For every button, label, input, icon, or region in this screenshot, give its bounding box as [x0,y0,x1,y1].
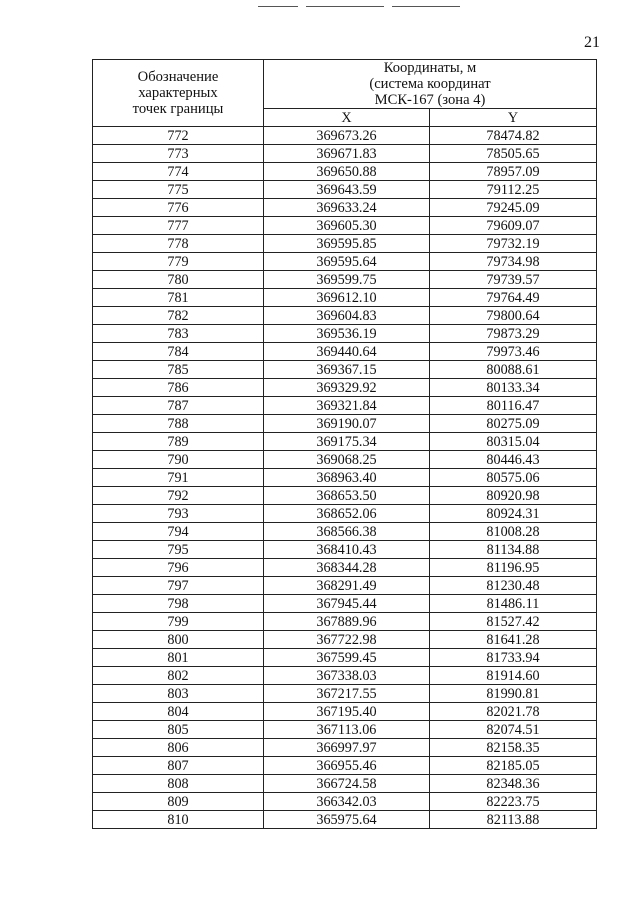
x-coordinate-cell: 369536.19 [264,325,430,343]
x-coordinate-cell: 367195.40 [264,703,430,721]
table-row [93,613,597,631]
y-coordinate-cell: 80133.34 [430,379,597,397]
y-coordinate-cell: 78505.65 [430,145,597,163]
table-row [93,631,597,649]
table-row [93,811,597,829]
point-id-cell: 805 [93,721,264,739]
point-id-cell: 785 [93,361,264,379]
table-row [93,181,597,199]
table-row [93,775,597,793]
table-row [93,649,597,667]
point-id-cell: 772 [93,127,264,145]
x-coordinate-cell: 369612.10 [264,289,430,307]
point-id-cell: 797 [93,577,264,595]
point-id-cell: 780 [93,271,264,289]
point-id-cell: 774 [93,163,264,181]
point-id-cell: 789 [93,433,264,451]
point-id-cell: 795 [93,541,264,559]
x-coordinate-cell: 369175.34 [264,433,430,451]
point-id-cell: 793 [93,505,264,523]
table-row [93,361,597,379]
y-coordinate-cell: 79245.09 [430,199,597,217]
point-id-cell: 792 [93,487,264,505]
table-row [93,739,597,757]
y-coordinate-cell: 81486.11 [430,595,597,613]
x-coordinate-cell: 366955.46 [264,757,430,775]
y-coordinate-cell: 79734.98 [430,253,597,271]
y-coordinate-cell: 79973.46 [430,343,597,361]
x-coordinate-cell: 367722.98 [264,631,430,649]
point-id-cell: 782 [93,307,264,325]
point-id-cell: 796 [93,559,264,577]
y-coordinate-cell: 80920.98 [430,487,597,505]
y-coordinate-cell: 81134.88 [430,541,597,559]
x-coordinate-cell: 365975.64 [264,811,430,829]
y-coordinate-cell: 82185.05 [430,757,597,775]
table-row [93,325,597,343]
y-coordinate-cell: 79609.07 [430,217,597,235]
y-coordinate-cell: 81008.28 [430,523,597,541]
y-coordinate-cell: 82074.51 [430,721,597,739]
point-id-cell: 807 [93,757,264,775]
table-row [93,487,597,505]
table-row [93,559,597,577]
point-id-cell: 810 [93,811,264,829]
y-coordinate-cell: 81230.48 [430,577,597,595]
coordinates-header-line: (система координат [369,76,491,92]
point-id-cell: 773 [93,145,264,163]
y-coordinate-cell: 80275.09 [430,415,597,433]
x-coordinate-cell: 369329.92 [264,379,430,397]
table-row [93,415,597,433]
table-row [93,757,597,775]
x-column-header: X [264,109,430,127]
x-coordinate-cell: 368410.43 [264,541,430,559]
x-coordinate-cell: 367113.06 [264,721,430,739]
y-coordinate-cell: 80924.31 [430,505,597,523]
x-coordinate-cell: 367945.44 [264,595,430,613]
x-coordinate-cell: 369595.64 [264,253,430,271]
x-coordinate-cell: 369605.30 [264,217,430,235]
table-row [93,667,597,685]
x-coordinate-cell: 369633.24 [264,199,430,217]
point-id-cell: 799 [93,613,264,631]
table-row [93,469,597,487]
point-id-cell: 803 [93,685,264,703]
table-row [93,793,597,811]
y-column-header: Y [430,109,597,127]
y-coordinate-cell: 79873.29 [430,325,597,343]
coordinates-group-header [264,60,597,109]
x-coordinate-cell: 368963.40 [264,469,430,487]
table-row [93,145,597,163]
table-row [93,307,597,325]
x-coordinate-cell: 369321.84 [264,397,430,415]
point-id-cell: 783 [93,325,264,343]
point-id-cell: 777 [93,217,264,235]
table-row [93,505,597,523]
y-coordinate-cell: 80116.47 [430,397,597,415]
point-id-cell: 798 [93,595,264,613]
table-row [93,451,597,469]
y-coordinate-cell: 79739.57 [430,271,597,289]
table-row [93,721,597,739]
header-rule-middle [306,6,384,7]
point-id-cell: 788 [93,415,264,433]
table-row [93,127,597,145]
point-id-cell: 781 [93,289,264,307]
table-row [93,541,597,559]
x-coordinate-cell: 368652.06 [264,505,430,523]
point-column-header [93,60,264,127]
y-coordinate-cell: 78957.09 [430,163,597,181]
table-row [93,433,597,451]
y-coordinate-cell: 82113.88 [430,811,597,829]
point-id-cell: 787 [93,397,264,415]
y-coordinate-cell: 81641.28 [430,631,597,649]
table-row [93,577,597,595]
header-rule-right [392,6,460,7]
page-number: 21 [584,34,600,51]
y-coordinate-cell: 79800.64 [430,307,597,325]
x-coordinate-cell: 367889.96 [264,613,430,631]
x-coordinate-cell: 367599.45 [264,649,430,667]
point-id-cell: 786 [93,379,264,397]
table-row [93,217,597,235]
table-row [93,343,597,361]
point-id-cell: 804 [93,703,264,721]
y-coordinate-cell: 81914.60 [430,667,597,685]
x-coordinate-cell: 369643.59 [264,181,430,199]
table-row [93,379,597,397]
point-id-cell: 808 [93,775,264,793]
header-rule-left [258,6,298,7]
y-coordinate-cell: 79112.25 [430,181,597,199]
y-coordinate-cell: 82348.36 [430,775,597,793]
table-row [93,163,597,181]
table-row [93,703,597,721]
point-id-cell: 784 [93,343,264,361]
y-coordinate-cell: 81527.42 [430,613,597,631]
y-coordinate-cell: 79732.19 [430,235,597,253]
table-row [93,289,597,307]
point-id-cell: 800 [93,631,264,649]
x-coordinate-cell: 368566.38 [264,523,430,541]
y-coordinate-cell: 80315.04 [430,433,597,451]
point-id-cell: 791 [93,469,264,487]
x-coordinate-cell: 369599.75 [264,271,430,289]
x-coordinate-cell: 369367.15 [264,361,430,379]
table-row [93,595,597,613]
x-coordinate-cell: 369068.25 [264,451,430,469]
x-coordinate-cell: 369650.88 [264,163,430,181]
y-coordinate-cell: 81196.95 [430,559,597,577]
point-id-cell: 809 [93,793,264,811]
y-coordinate-cell: 81733.94 [430,649,597,667]
x-coordinate-cell: 368653.50 [264,487,430,505]
y-coordinate-cell: 82021.78 [430,703,597,721]
y-coordinate-cell: 78474.82 [430,127,597,145]
table-row [93,685,597,703]
x-coordinate-cell: 369440.64 [264,343,430,361]
point-id-cell: 776 [93,199,264,217]
point-id-cell: 806 [93,739,264,757]
x-coordinate-cell: 369671.83 [264,145,430,163]
point-id-cell: 775 [93,181,264,199]
x-coordinate-cell: 369673.26 [264,127,430,145]
x-coordinate-cell: 367338.03 [264,667,430,685]
point-id-cell: 794 [93,523,264,541]
point-id-cell: 802 [93,667,264,685]
table-row [93,235,597,253]
y-coordinate-cell: 80575.06 [430,469,597,487]
point-id-cell: 779 [93,253,264,271]
point-id-cell: 801 [93,649,264,667]
x-coordinate-cell: 369190.07 [264,415,430,433]
x-coordinate-cell: 368291.49 [264,577,430,595]
y-coordinate-cell: 79764.49 [430,289,597,307]
table-row [93,397,597,415]
point-header-line: характерных [138,85,218,101]
x-coordinate-cell: 366342.03 [264,793,430,811]
table-row [93,253,597,271]
table-row [93,523,597,541]
table-row [93,199,597,217]
point-header-line: Обозначение [137,69,219,85]
coordinates-table [92,59,597,829]
x-coordinate-cell: 368344.28 [264,559,430,577]
point-id-cell: 790 [93,451,264,469]
coordinates-header-line: МСК-167 (зона 4) [374,92,486,108]
x-coordinate-cell: 366724.58 [264,775,430,793]
y-coordinate-cell: 80446.43 [430,451,597,469]
y-coordinate-cell: 81990.81 [430,685,597,703]
x-coordinate-cell: 366997.97 [264,739,430,757]
point-id-cell: 778 [93,235,264,253]
y-coordinate-cell: 82223.75 [430,793,597,811]
table-body [93,127,597,829]
y-coordinate-cell: 82158.35 [430,739,597,757]
point-header-line: точек границы [132,101,224,117]
x-coordinate-cell: 367217.55 [264,685,430,703]
x-coordinate-cell: 369604.83 [264,307,430,325]
table-row [93,271,597,289]
y-coordinate-cell: 80088.61 [430,361,597,379]
coordinates-header-line: Координаты, м [383,60,477,76]
x-coordinate-cell: 369595.85 [264,235,430,253]
table-header [93,60,597,127]
